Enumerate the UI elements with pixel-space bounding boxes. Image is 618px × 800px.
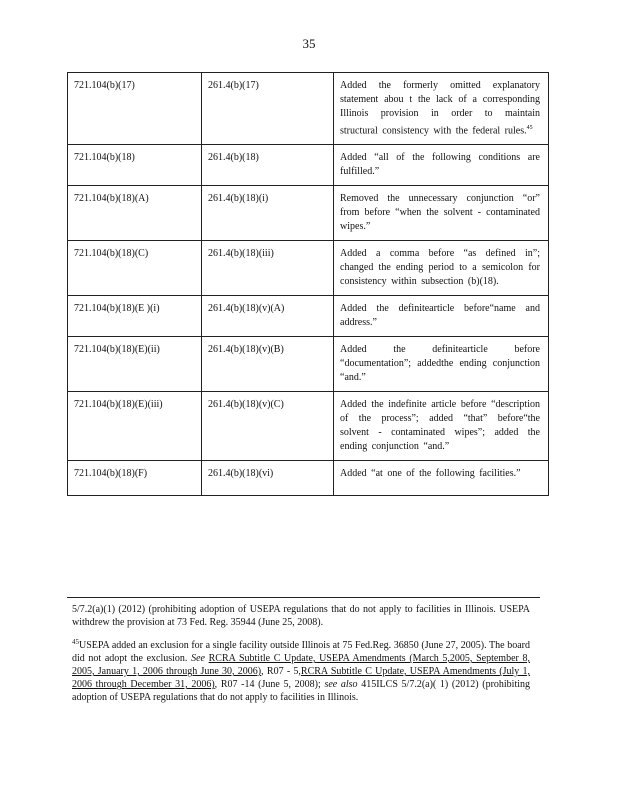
- table-row: [68, 337, 549, 392]
- table-body: [68, 73, 549, 496]
- note-text: Added the definitearticle before “documentation”; addedthe ending conjunction “and.”: [340, 344, 540, 384]
- table-row: [68, 186, 549, 241]
- note-text: [340, 79, 540, 138]
- note-cell: [334, 145, 549, 186]
- table-row: [68, 392, 549, 461]
- footnote-text: USEPA added an exclusion for a single facility outside Illinois at 75 Fed.Reg. 36850 (June 27, 2005). The board did not adopt the exclusion.: [72, 640, 530, 664]
- note-text: Added the definitearticle before“name and address.”: [340, 303, 540, 329]
- note-cell: [334, 296, 549, 337]
- note-text: Added “all of the following conditions are fulfilled.”: [340, 152, 540, 178]
- citation-link[interactable]: RCRA Subtitle C Update, USEPA Amendments (March 5,2005, September 8, 2005, January 1, 2006 through June 30, 2006): [72, 653, 530, 677]
- illinois-section-cell: 721.104(b)(18)(A): [68, 186, 202, 241]
- federal-section-cell: 261.4(b)(17): [202, 73, 334, 145]
- table-row: [68, 145, 549, 186]
- footnote-ref-45[interactable]: 45: [526, 125, 533, 131]
- note-text: Added the indefinite article before “description of the process”; added “that” before“the solvent - contaminated wipes”; added the ending conjunction “and.”: [340, 399, 540, 453]
- illinois-section-cell: 721.104(b)(17): [68, 73, 202, 145]
- note-text: Removed the unnecessary conjunction “or” from before “when the solvent - contaminated wipes.”: [340, 193, 540, 233]
- table-row: [68, 296, 549, 337]
- table-row: [68, 73, 549, 145]
- federal-section-cell: 261.4(b)(18)(v)(B): [202, 337, 334, 392]
- footnote-45: [72, 639, 530, 704]
- note-text: Added “at one of the following facilities.”: [340, 468, 521, 480]
- federal-section-cell: 261.4(b)(18): [202, 145, 334, 186]
- footnote-text: , R07 -14 (June 5, 2008);: [214, 679, 321, 690]
- footnote-text: 415ILCS 5/7.2(a)( 1) (2012) (prohibiting adoption of USEPA regulations that do not apply to facilities in Illinois.: [72, 679, 531, 703]
- note-cell: [334, 241, 549, 296]
- illinois-section-cell: 721.104(b)(18)(F): [68, 461, 202, 496]
- federal-section-cell: 261.4(b)(18)(v)(C): [202, 392, 334, 461]
- footnotes: [72, 603, 530, 714]
- footnote-separator: [67, 597, 540, 598]
- note-cell: [334, 337, 549, 392]
- see-signal: See: [191, 653, 205, 664]
- footnote-marker: 45: [72, 638, 79, 646]
- illinois-section-cell: 721.104(b)(18)(E)(ii): [68, 337, 202, 392]
- note-cell: [334, 186, 549, 241]
- page-number: 35: [302, 36, 316, 51]
- footnote-continued: 5/7.2(a)(1) (2012) (prohibiting adoption of USEPA regulations that do not apply to facilities in Illinois. USEPA withdrew the provision at 73 Fed. Reg. 35944 (June 25, 2008).: [72, 604, 530, 628]
- note-cell: [334, 73, 549, 145]
- federal-section-cell: 261.4(b)(18)(v)(A): [202, 296, 334, 337]
- federal-section-cell: 261.4(b)(18)(i): [202, 186, 334, 241]
- citation-link[interactable]: RCRA Subtitle C Update, USEPA Amendments (July 1, 2006 through December 31, 2006): [72, 666, 530, 690]
- note-cell: [334, 461, 549, 496]
- illinois-section-cell: 721.104(b)(18): [68, 145, 202, 186]
- amendments-table: [67, 72, 549, 496]
- federal-section-cell: 261.4(b)(18)(vi): [202, 461, 334, 496]
- note-text: Added a comma before “as defined in”; changed the ending period to a semicolon for consistency within subsection (b)(18).: [340, 248, 540, 288]
- table-row: [68, 241, 549, 296]
- note-cell: [334, 392, 549, 461]
- table-row: [68, 461, 549, 496]
- illinois-section-cell: 721.104(b)(18)(E )(i): [68, 296, 202, 337]
- see-also-signal: see also: [324, 679, 358, 690]
- footnote-text: , R07 - 5,: [261, 666, 301, 677]
- note-text-body: Added the formerly omitted explanatory statement abou t the lack of a corresponding Illinois provision in order to maintain structural consistency with the federal rules.: [340, 80, 540, 137]
- illinois-section-cell: 721.104(b)(18)(E)(iii): [68, 392, 202, 461]
- federal-section-cell: 261.4(b)(18)(iii): [202, 241, 334, 296]
- illinois-section-cell: 721.104(b)(18)(C): [68, 241, 202, 296]
